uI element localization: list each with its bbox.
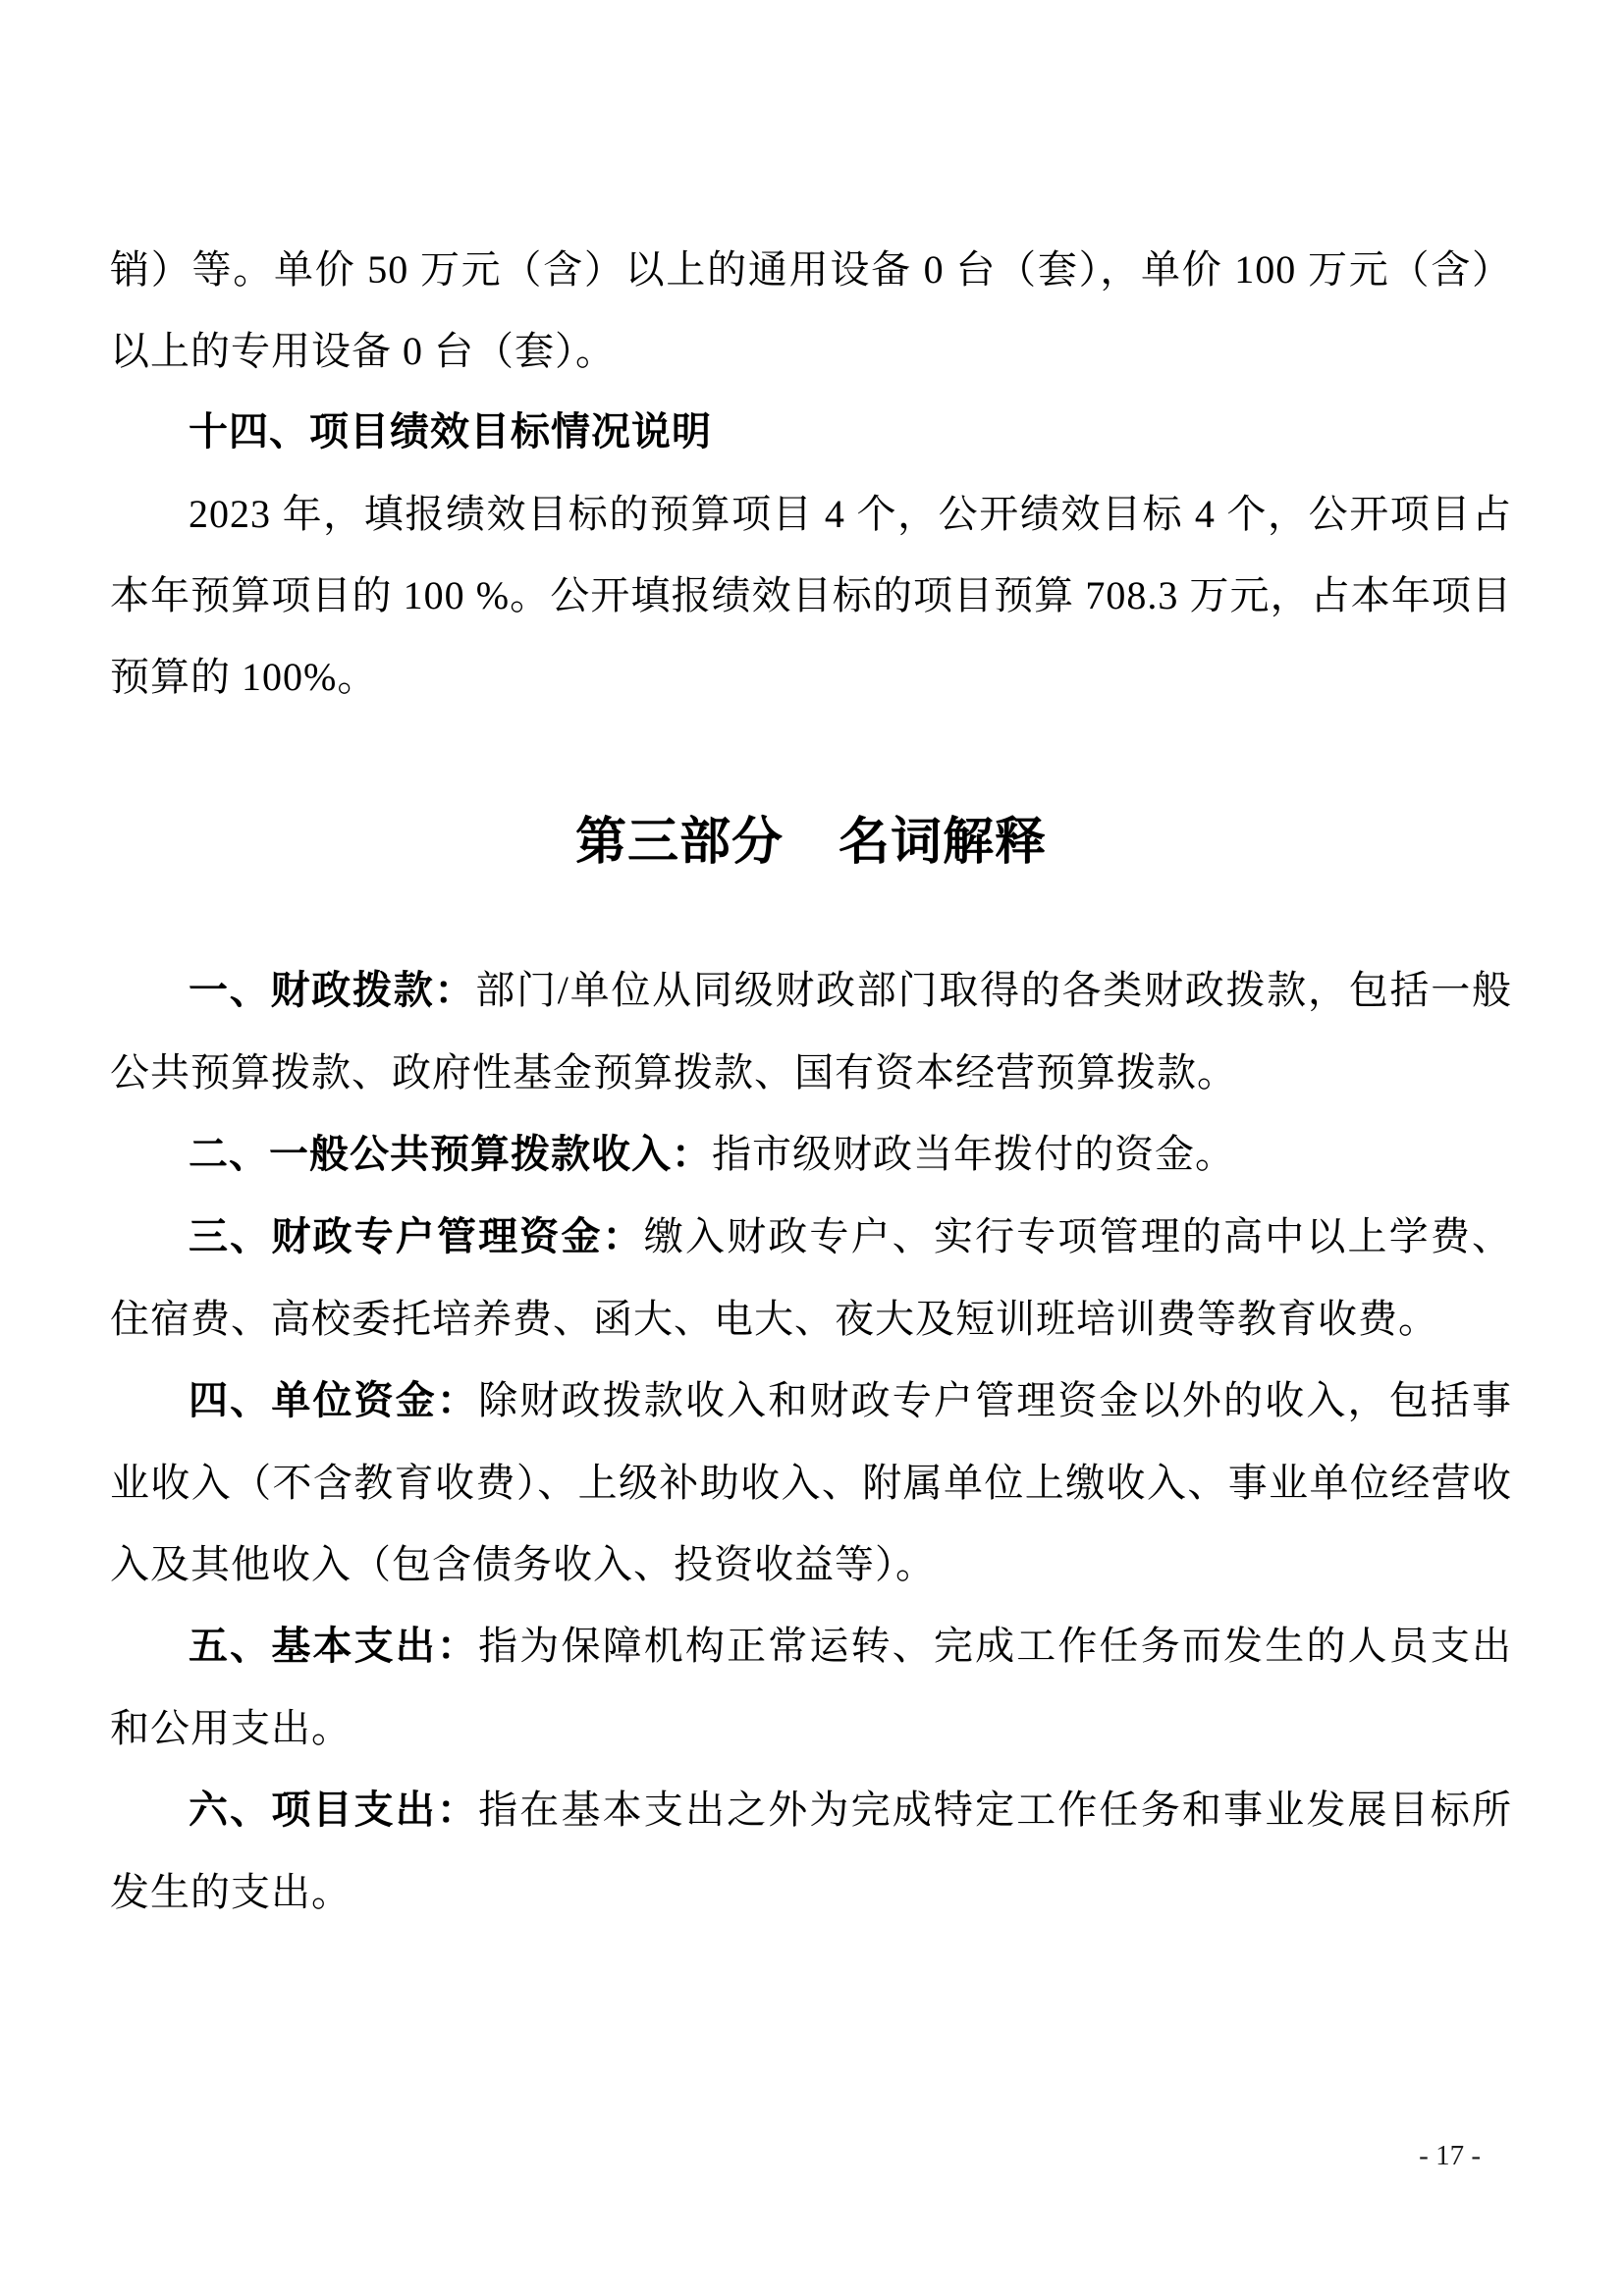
term-paragraph: 六、项目支出：指在基本支出之外为完成特定工作任务和事业发展目标所发生的支出。 — [110, 1788, 1513, 1914]
term-label: 六、项目支出： — [189, 1789, 479, 1832]
document-content — [110, 229, 1512, 1933]
body-paragraph: 销）等。单价 50 万元（含）以上的通用设备 0 台（套），单价 100 万元（含）以上的专用设备 0 台（套）。 — [110, 247, 1512, 373]
term-paragraph: 五、基本支出：指为保障机构正常运转、完成工作任务而发生的人员支出和公用支出。 — [110, 1624, 1513, 1750]
term-label: 二、一般公共预算拨款收入： — [189, 1133, 712, 1176]
term-label: 三、财政专户管理资金： — [189, 1215, 644, 1258]
part-heading — [110, 794, 1512, 892]
term-paragraph: 一、财政拨款：部门/单位从同级财政部门取得的各类财政拨款，包括一般公共预算拨款、政府性基金预算拨款、国有资本经营预算拨款。 — [110, 968, 1512, 1095]
term-paragraph: 四、单位资金：除财政拨款收入和财政专户管理资金以外的收入，包括事业收入（不含教育收费）、上级补助收入、附属单位上缴收入、事业单位经营收入及其他收入（包含债务收入、投资收益等）。 — [110, 1378, 1513, 1586]
page-number: - 17 - — [1419, 2140, 1481, 2171]
term-label: 五、基本支出： — [189, 1625, 479, 1668]
section-heading: 十四、项目绩效目标情况说明 — [189, 410, 712, 454]
body-paragraph: 2023 年，填报绩效目标的预算项目 4 个，公开绩效目标 4 个，公开项目占本年预算项目的 100 %。公开填报绩效目标的项目预算 708.3 万元，占本年项目预算的 100%。 — [110, 492, 1512, 699]
term-label: 四、单位资金： — [189, 1379, 479, 1422]
term-label: 一、财政拨款： — [189, 969, 476, 1012]
part-heading-title: 名词解释 — [839, 815, 1048, 871]
term-paragraph: 二、一般公共预算拨款收入：指市级财政当年拨付的资金。 — [189, 1132, 1235, 1176]
part-heading-label: 第三部分 — [574, 815, 784, 871]
term-paragraph: 三、财政专户管理资金：缴入财政专户、实行专项管理的高中以上学费、住宿费、高校委托培养费、函大、电大、夜大及短训班培训费等教育收费。 — [110, 1214, 1513, 1341]
